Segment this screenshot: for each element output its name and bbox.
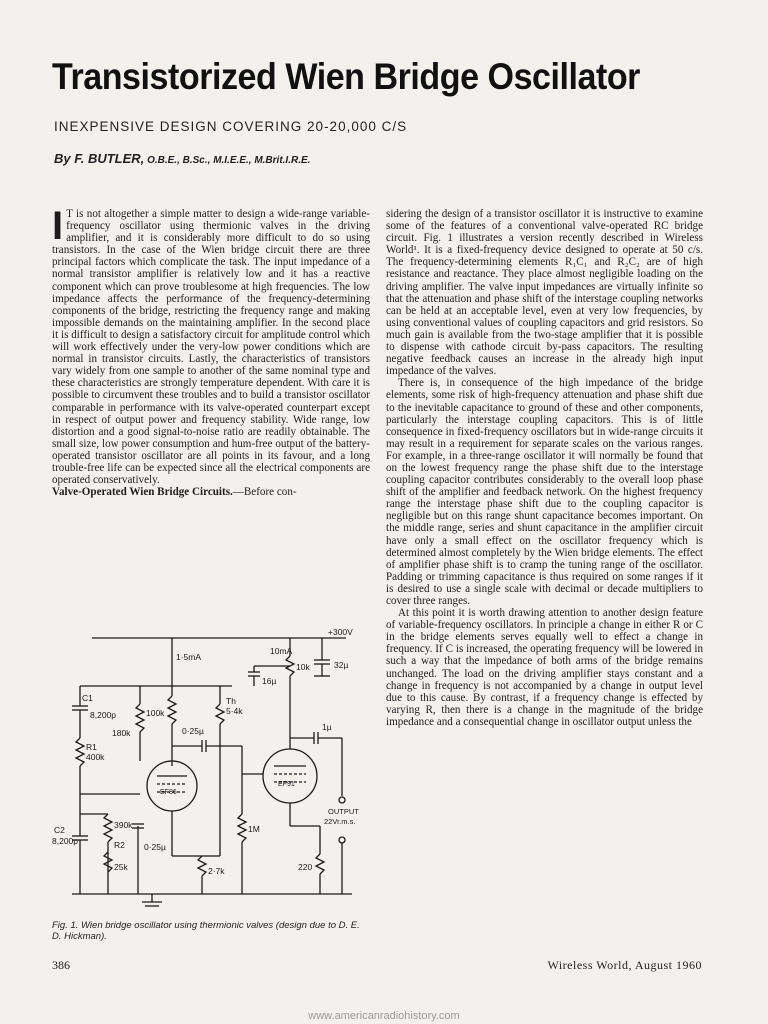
left-column [52,204,370,499]
label-c-025b: 0·25µ [144,842,166,852]
figure-1-schematic [52,626,370,916]
page-number: 386 [52,958,70,972]
author-credentials: O.B.E., B.Sc., M.I.E.E., M.Brit.I.R.E. [144,155,311,166]
label-c-1: 1µ [322,722,332,732]
label-current-2: 10mA [270,646,293,656]
body-paragraph-3: At this point it is worth drawing attention to another design feature of variable-frequency oscillators. In principle a change in either R or C in the bridge elements serves equally well to effect a change in frequency. If C is increased, the operating frequency will be lowered in such a way that the impedance of both arms of the bridge remains unchanged. The load on the driving amplifier stays constant and a change in frequency is not accompanied by a change in output level due to this cause. By contrast, if a frequency change is effected by varying R, then there is a change in the magnitude of the bridge impedance and a consequential change in oscillator output unless the [386,607,703,728]
circuit-diagram [52,626,370,916]
label-r-27k: 2·7k [208,866,225,876]
right-column [386,208,703,728]
label-r-25k: 25k [114,862,128,872]
label-thermistor: Th [226,696,236,706]
article-title: Transistorized Wien Bridge Oscillator [52,56,640,97]
byline [54,151,310,166]
label-thermistor-value: 5·4k [226,706,243,716]
label-current-1: 1·5mA [176,652,202,662]
figure-caption: Fig. 1. Wien bridge oscillator using thermionic valves (design due to D. E. D. Hickman). [52,920,360,942]
label-r-220: 220 [298,862,313,872]
label-c1-value: 8,200p [90,710,116,720]
label-r1: R1 [86,742,97,752]
label-r-10k: 10k [296,662,310,672]
label-c2-value: 8,200p [52,836,78,846]
drop-cap: I [52,204,64,248]
intro-paragraph [52,204,370,487]
valve-section-paragraph [52,486,370,498]
label-r-390k: 390k [114,820,133,830]
label-r1-value: 400k [86,752,105,762]
label-r-1m: 1M [248,824,260,834]
author-name: F. BUTLER, [74,151,145,166]
body-paragraph-2: There is, in consequence of the high impedance of the bridge elements, some risk of high-frequency attenuation and phase shift due to the inevitable capacitance to ground of these and other components, particularly the interstage coupling capacitors. This is of little consequence in fixed-frequency oscillators but in wide-range circuits it may result in a requirement for separate scales on the various ranges. For example, in a three-range oscillator it will normally be found that on the lowest frequency range the phase shift due to the interstage coupling capacitor contributes considerably to the overall loop phase shift of the amplifier and feedback network. On the highest frequency range the interstage phase shift due to the coupling capacitor is negligible but on this range shunt capacitance becomes important. On the middle range, series and shunt capacitance in the amplifier circuit have only a small effect on the oscillator frequency which is determined almost completely by the Wien bridge elements. The effect of amplifier phase shift is to cramp the tuning range of the oscillator. Padding or trimming capacitance is thus required on some ranges if it is desired to use a single scale with decimal or decade multipliers to cover three ranges. [386,377,703,607]
label-output: OUTPUT [328,807,359,816]
source-watermark: www.americanradiohistory.com [308,1010,460,1022]
label-c2: C2 [54,825,65,835]
label-c-025a: 0·25µ [182,726,204,736]
label-valve-1: EF86 [160,789,177,796]
label-r-180k: 180k [112,728,131,738]
label-c-16: 16µ [262,676,277,686]
label-valve-2: EF91 [278,781,295,788]
label-r-100k: 100k [146,708,165,718]
article-subtitle: INEXPENSIVE DESIGN COVERING 20-20,000 C/S [54,119,408,134]
label-c-32: 32µ [334,660,349,670]
journal-footer: Wireless World, August 1960 [547,958,702,972]
intro-text: T is not altogether a simple matter to design a wide-range variable-frequency oscillator using thermionic valves in the driving amplifier, and it is considerably more difficult to do so using transistors. In the case of the Wien bridge circuit there are three principal factors which complicate the task. The input impedance of a normal transistor amplifier is relatively low and it has a reactive component which can prove troublesome at high frequencies. The low impedance affects the performance of the frequency-determining components of the bridge, restricting the frequency range and making impossible demands on the maintaining amplifier. In the second place it is difficult to design a satisfactory circuit for amplitude control which will work effectively under the very-low power conditions which are normal in transistor circuits. Lastly, the characteristics of transistors vary widely from one sample to another of the same nominal type and these characteristics are strongly temperature dependent. With care it is possible to circumvent these troubles and to build a transistor oscillator comparable in performance with its valve-operated counterpart except in respect of output power and frequency stability. Wide range, low distortion and a good signal-to-noise ratio are readily obtainable. The small size, low power consumption and hum-free output of the battery-operated transistor oscillator are all points in its favour, and a long trouble-free life can be expected since all the electrical components are operated conservatively. [52,208,370,487]
body-paragraph-1: sidering the design of a transistor oscillator it is instructive to examine some of the features of a conventional valve-operated RC bridge circuit. Fig. 1 illustrates a version recently described in Wireless World¹. It is a fixed-frequency device designed to operate at 50 c/s. The frequency-determining elements R₁C₁ and R₂C₂ are of high resistance and reactance. They place almost negligible loading on the driving amplifier. The valve input impedances are virtually infinite so that the attenuation and phase shift of the interstage coupling networks can be held at an acceptable level, even at very low frequencies, by using conventional values of coupling capacitors and grid resistors. So much gain is available from the two-stage amplifier that it is possible to dispense with cathode circuit by-pass capacitors. The resulting negative feedback causes an increase in the already high input impedance of the valves. [386,208,703,378]
valve-section-text: —Before con- [232,486,297,499]
label-output-value: 22Vr.m.s. [324,817,356,826]
label-c1: C1 [82,693,93,703]
label-r2: R2 [114,840,125,850]
section-heading-valve: Valve-Operated Wien Bridge Circuits. [52,486,233,499]
label-supply: +300V [328,627,353,637]
byline-prefix: By [54,151,75,166]
